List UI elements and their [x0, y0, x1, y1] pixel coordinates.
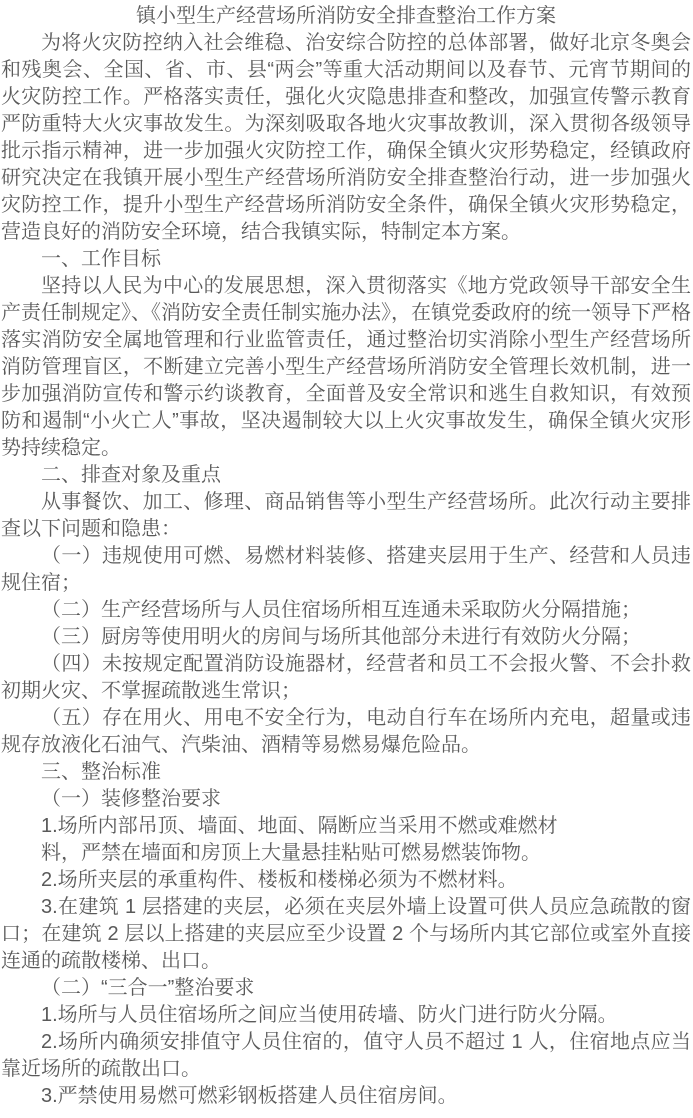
document-title: 镇小型生产经营场所消防安全排查整治工作方案	[136, 5, 556, 27]
paragraph: 从事餐饮、加工、修理、商品销售等小型生产经营场所。此次行动主要排查以下问题和隐患：	[1, 491, 691, 540]
paragraph: （二）“三合一”整治要求	[41, 977, 255, 999]
paragraph: （五）存在用火、用电不安全行为，电动自行车在场所内充电，超量或违规存放液化石油气、汽柴油、酒精等易燃易爆危险品。	[1, 707, 691, 756]
paragraph: （一）装修整治要求	[41, 788, 221, 810]
paragraph: 3.在建筑 1 层搭建的夹层，必须在夹层外墙上设置可供人员应急疏散的窗口；在建筑 2 层以上搭建的夹层应至少设置 2 个与场所内其它部位或室外直接连通的疏散楼梯、出口。	[1, 896, 691, 972]
paragraph: 1.场所内部吊顶、墙面、地面、隔断应当采用不燃或难燃材	[41, 815, 558, 837]
paragraph: 3.严禁使用易燃可燃彩钢板搭建人员住宿房间。	[41, 1085, 458, 1107]
paragraph: 三、整治标准	[41, 761, 161, 783]
paragraph: 一、工作目标	[41, 248, 161, 270]
paragraph: 1.场所与人员住宿场所之间应当使用砖墙、防火门进行防火分隔。	[41, 1004, 618, 1026]
paragraph: （三）厨房等使用明火的房间与场所其他部分未进行有效防火分隔；	[41, 626, 641, 648]
paragraph: 料，严禁在墙面和房顶上大量悬挂粘贴可燃易燃装饰物。	[41, 842, 541, 864]
paragraph: 2.场所夹层的承重构件、楼板和楼梯必须为不燃材料。	[41, 869, 518, 891]
paragraph: （二）生产经营场所与人员住宿场所相互连通未采取防火分隔措施；	[41, 599, 641, 621]
paragraph: （四）未按规定配置消防设施器材，经营者和员工不会报火警、不会扑救初期火灾、不掌握疏散逃生常识；	[1, 653, 691, 702]
paragraph: （一）违规使用可燃、易燃材料装修、搭建夹层用于生产、经营和人员违规住宿；	[1, 545, 691, 594]
paragraph: 2.场所内确须安排值守人员住宿的，值守人员不超过 1 人，住宿地点应当靠近场所的疏散出口。	[1, 1031, 691, 1080]
paragraph: 坚持以人民为中心的发展思想，深入贯彻落实《地方党政领导干部安全生产责任制规定》、《消防安全责任制实施办法》，在镇党委政府的统一领导下严格落实消防安全属地管理和行业监管责任，通过整治切实消除小型生产经营场所消防管理盲区，不断建立完善小型生产经营场所消防安全管理长效机制，进一步加强消防宣传和警示约谈教育，全面普及安全常识和逃生自救知识，有效预防和遏制“小火亡人”事故，坚决遏制较大以上火灾事故发生，确保全镇火灾形势持续稳定。	[1, 275, 691, 459]
paragraph: 为将火灾防控纳入社会维稳、治安综合防控的总体部署，做好北京冬奥会和残奥会、全国、省、市、县“两会”等重大活动期间以及春节、元宵节期间的火灾防控工作。严格落实责任，强化火灾隐患排查和整改，加强宣传警示教育严防重特大火灾事故发生。为深刻吸取各地火灾事故教训，深入贯彻各级领导批示指示精神，进一步加强火灾防控工作，确保全镇火灾形势稳定，经镇政府研究决定在我镇开展小型生产经营场所消防安全排查整治行动，进一步加强火灾防控工作，提升小型生产经营场所消防安全条件，确保全镇火灾形势稳定，营造良好的消防安全环境，结合我镇实际，特制定本方案。	[1, 32, 691, 243]
document-body	[1, 30, 691, 1110]
paragraph: 二、排查对象及重点	[41, 464, 221, 486]
